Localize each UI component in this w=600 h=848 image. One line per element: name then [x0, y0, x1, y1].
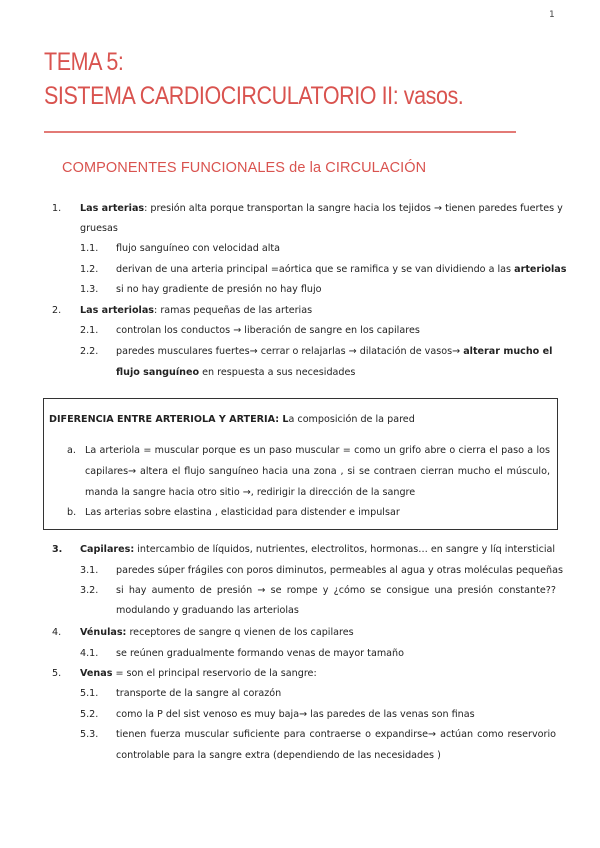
list-number: 3. — [52, 544, 63, 555]
list-number: 5.2. — [80, 709, 99, 720]
title-divider — [44, 131, 516, 133]
list-item: paredes súper frágiles con poros diminutos, permeables al agua y otras moléculas pequeñas — [116, 565, 563, 576]
box-item-line: La arteriola = muscular porque es un paso muscular = como un grifo abre o cierra el paso a los — [85, 445, 550, 456]
list-item: derivan de una arteria principal =aórtica que se ramifica y se van dividiendo a las arteriolas — [116, 264, 567, 275]
list-number: 3.2. — [80, 585, 99, 596]
list-number: 2.1. — [80, 325, 99, 336]
list-item: Las arteriolas: ramas pequeñas de las arterias — [80, 305, 313, 316]
list-item: tienen fuerza muscular suficiente para contraerse o expandirse→ actúan como reservorio — [116, 729, 556, 740]
box-item-line: Las arterias sobre elastina , elasticidad para distender e impulsar — [85, 507, 400, 518]
list-number: 5. — [52, 668, 62, 679]
page-number: 1 — [549, 10, 555, 20]
list-item-continuation: modulando y graduando las arteriolas — [116, 605, 299, 616]
list-item: si hay aumento de presión → se rompe y ¿cómo se consigue una presión constante?? — [116, 585, 556, 596]
list-item: controlan los conductos → liberación de sangre en los capilares — [116, 325, 420, 336]
page-title-line1: TEMA 5: — [44, 48, 124, 76]
list-number: 2.2. — [80, 346, 99, 357]
list-item: Venas = son el principal reservorio de la sangre: — [80, 668, 317, 679]
list-number: 3.1. — [80, 565, 99, 576]
list-item: Capilares: intercambio de líquidos, nutrientes, electrolitos, hormonas… en sangre y líq intersticial — [80, 544, 556, 555]
list-number: 5.3. — [80, 729, 99, 740]
box-item-line: manda la sangre hacia otro sitio →, redirigir la dirección de la sangre — [85, 487, 416, 498]
list-number: 2. — [52, 305, 62, 316]
list-number: 1. — [52, 203, 62, 214]
list-number: 5.1. — [80, 688, 99, 699]
page-title-line2: SISTEMA CARDIOCIRCULATORIO II: vasos. — [44, 82, 464, 110]
list-number: 1.2. — [80, 264, 99, 275]
box-item-line: capilares→ altera el flujo sanguíneo hacia una zona , si se contraen cierran mucho el músculo, — [85, 466, 550, 477]
list-item: paredes musculares fuertes→ cerrar o relajarlas → dilatación de vasos→ alterar mucho el — [116, 346, 553, 357]
box-item-label: b. — [67, 507, 77, 518]
list-item: flujo sanguíneo con velocidad alta — [116, 243, 281, 254]
list-number: 1.1. — [80, 243, 99, 254]
list-item: Las arterias: presión alta porque transportan la sangre hacia los tejidos → tienen paredes fuertes y — [80, 203, 563, 214]
section-title: COMPONENTES FUNCIONALES de la CIRCULACIÓN — [62, 160, 427, 176]
list-item-continuation: gruesas — [80, 223, 118, 234]
list-item: transporte de la sangre al corazón — [116, 688, 282, 699]
list-number: 4. — [52, 627, 62, 638]
box-heading: DIFERENCIA ENTRE ARTERIOLA Y ARTERIA: La composición de la pared — [49, 414, 415, 425]
list-number: 4.1. — [80, 648, 99, 659]
list-number: 1.3. — [80, 284, 99, 295]
list-item: como la P del sist venoso es muy baja→ las paredes de las venas son finas — [116, 709, 475, 720]
list-item-continuation: controlable para la sangre extra (dependiendo de las necesidades ) — [116, 750, 441, 761]
list-item: si no hay gradiente de presión no hay flujo — [116, 284, 322, 295]
list-item-continuation: flujo sanguíneo en respuesta a sus necesidades — [116, 367, 356, 378]
box-item-label: a. — [67, 445, 76, 456]
list-item: se reúnen gradualmente formando venas de mayor tamaño — [116, 648, 404, 659]
list-item: Vénulas: receptores de sangre q vienen de los capilares — [80, 627, 354, 638]
